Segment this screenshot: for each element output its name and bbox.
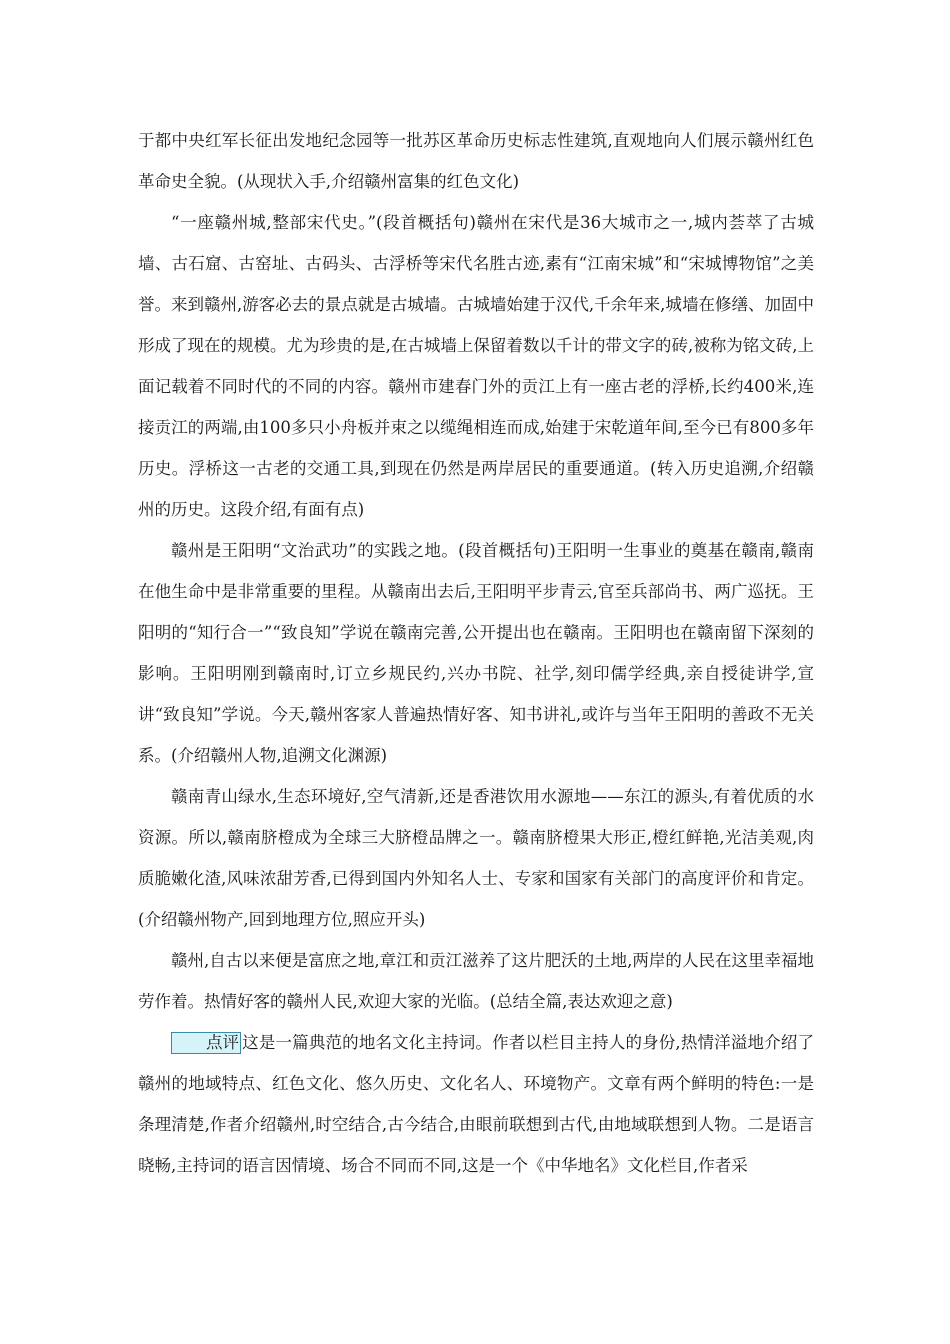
comment-text: 这是一篇典范的地名文化主持词。作者以栏目主持人的身份,热情洋溢地介绍了赣州的地域特点、红色文化、悠久历史、文化名人、环境物产。文章有两个鲜明的特色:一是条理清楚,作者介绍赣州,时空结合,古今结合,由眼前联想到古代,由地域联想到人物。二是语言晓畅,主持词的语言因情境、场合不同而不同,这是一个《中华地名》文化栏目,作者采 [138,1033,814,1175]
paragraph-wang-yangming: 赣州是王阳明“文治武功”的实践之地。(段首概括句)王阳明一生事业的奠基在赣南,赣南在他生命中是非常重要的里程。从赣南出去后,王阳明平步青云,官至兵部尚书、两广巡抚。王阳明的“知行合一”“致良知”学说在赣南完善,公开提出也在赣南。王阳明也在赣南留下深刻的影响。王阳明刚到赣南时,订立乡规民约,兴办书院、社学,刻印儒学经典,亲自授徒讲学,宣讲“致良知”学说。今天,赣州客家人普遍热情好客、知书讲礼,或许与当年王阳明的善政不无关系。(介绍赣州人物,追溯文化渊源) [138,541,814,765]
paragraph-song-dynasty-history: “一座赣州城,整部宋代史。”(段首概括句)赣州在宋代是36大城市之一,城内荟萃了古城墙、古石窟、古窑址、古码头、古浮桥等宋代名胜古迹,素有“江南宋城”和“宋城博物馆”之美誉。来到赣州,游客必去的景点就是古城墙。古城墙始建于汉代,千余年来,城墙在修缮、加固中形成了现在的规模。尤为珍贵的是,在古城墙上保留着数以千计的带文字的砖,被称为铭文砖,上面记载着不同时代的不同的内容。赣州市建春门外的贡江上有一座古老的浮桥,长约400米,连接贡江的两端,由100多只小舟板并束之以缆绳相连而成,始建于宋乾道年间,至今已有800多年历史。浮桥这一古老的交通工具,到现在仍然是两岸居民的重要通道。(转入历史追溯,介绍赣州的历史。这段介绍,有面有点) [138,213,814,519]
document-body [138,120,814,1186]
paragraph-continuation: 于都中央红军长征出发地纪念园等一批苏区革命历史标志性建筑,直观地向人们展示赣州红色革命史全貌。(从现状入手,介绍赣州富集的红色文化) [138,131,814,191]
paragraph-navel-orange: 赣南青山绿水,生态环境好,空气清新,还是香港饮用水源地——东江的源头,有着优质的水资源。所以,赣南脐橙成为全球三大脐橙品牌之一。赣南脐橙果大形正,橙红鲜艳,光洁美观,肉质脆嫩化渣,风味浓甜芳香,已得到国内外知名人士、专家和国家有关部门的高度评价和肯定。(介绍赣州物产,回到地理方位,照应开头) [138,787,814,929]
comment-badge: 点评 [171,1032,241,1054]
comment-paragraph [138,1022,814,1186]
paragraph-conclusion: 赣州,自古以来便是富庶之地,章江和贡江滋养了这片肥沃的土地,两岸的人民在这里幸福地劳作着。热情好客的赣州人民,欢迎大家的光临。(总结全篇,表达欢迎之意) [138,951,814,1011]
